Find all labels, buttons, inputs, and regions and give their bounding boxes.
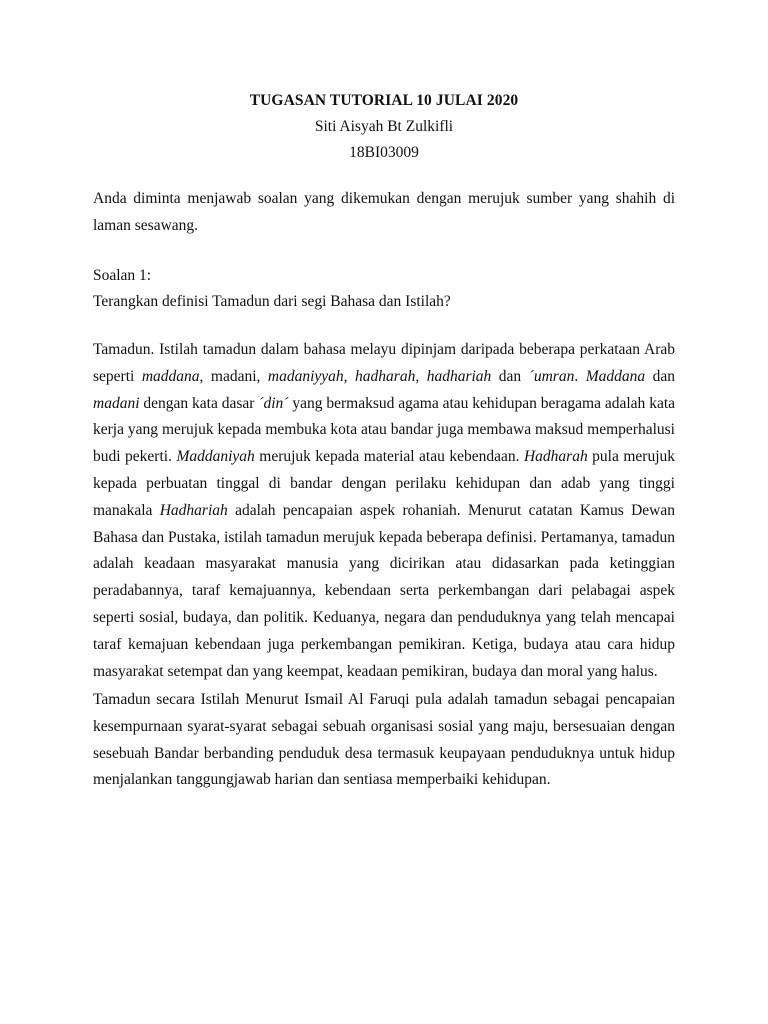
document-header	[0, 88, 768, 166]
italic-term: Maddana	[585, 367, 646, 385]
italic-term: maddana	[141, 367, 200, 385]
italic-term: madani	[93, 394, 140, 412]
author-name: Siti Aisyah Bt Zulkifli	[314, 118, 454, 135]
question-number: Soalan 1:	[93, 267, 152, 284]
text-run: , madani,	[199, 367, 268, 385]
matric-number: 18BI03009	[349, 144, 419, 161]
text-run: dan	[645, 367, 676, 385]
text-run: .	[574, 367, 586, 385]
text-run: pula merujuk kepada perbuatan tinggal di bandar dengan perilaku kehidupan dan adab yang tinggi manakala	[93, 448, 676, 519]
text-run: merujuk kepada material atau kebendaan.	[254, 448, 524, 466]
italic-term: Maddaniyah	[176, 448, 255, 466]
instruction-paragraph: Anda diminta menjawab soalan yang dikemukan dengan merujuk sumber yang shahih di laman sesawang.	[93, 190, 675, 234]
answer-paragraph-1	[93, 337, 675, 685]
italic-term: ´umran	[528, 367, 575, 385]
question-block	[93, 263, 675, 315]
text-run: yang bermaksud agama atau kehidupan beragama adalah kata kerja yang merujuk kepada membuka kota atau bandar juga membawa maksud memperhalusi budi pekerti.	[93, 394, 676, 466]
text-run: dan	[491, 367, 529, 385]
italic-term: ´din´	[258, 394, 289, 412]
italic-term: Hadhariah	[159, 501, 228, 519]
text-run: adalah pencapaian aspek rohaniah. Menurut catatan Kamus Dewan Bahasa dan Pustaka, istilah tamadun merujuk kepada beberapa definisi. Pertamanya, tamadun adalah keadaan masyarakat manusia yang dicirikan atau didasarkan pada ketinggian peradabannya, taraf kemajuannya, kebendaan serta perkembangan dari pelabagai aspek seperti sosial, budaya, dan politik. Keduanya, negara dan penduduknya yang telah mencapai taraf kemajuan kebendaan juga perkembangan pemikiran. Ketiga, budaya atau cara hidup masyarakat setempat dan yang keempat, keadaan pemikiran, budaya dan moral yang halus.	[93, 501, 675, 680]
text-run: Tamadun. Istilah tamadun dalam bahasa melayu dipinjam daripada beberapa perkataan Arab seperti	[93, 341, 675, 385]
italic-term: Hadharah	[523, 448, 588, 466]
italic-term: madaniyyah, hadharah, hadhariah	[267, 367, 492, 385]
question-text: Terangkan definisi Tamadun dari segi Bahasa dan Istilah?	[93, 293, 451, 310]
answer-paragraph-2: Tamadun secara Istilah Menurut Ismail Al Faruqi pula adalah tamadun sebagai pencapaian kesempurnaan syarat-syarat sebagai sebuah organisasi sosial yang maju, bersesuaian dengan sesebuah Bandar berbanding penduduk desa termasuk keupayaan penduduknya untuk hidup menjalankan tanggungjawab harian dan sentiasa memperbaiki kehidupan.	[93, 691, 675, 789]
document-title: TUGASAN TUTORIAL 10 JULAI 2020	[249, 92, 519, 109]
text-run: dengan kata dasar	[139, 394, 259, 412]
